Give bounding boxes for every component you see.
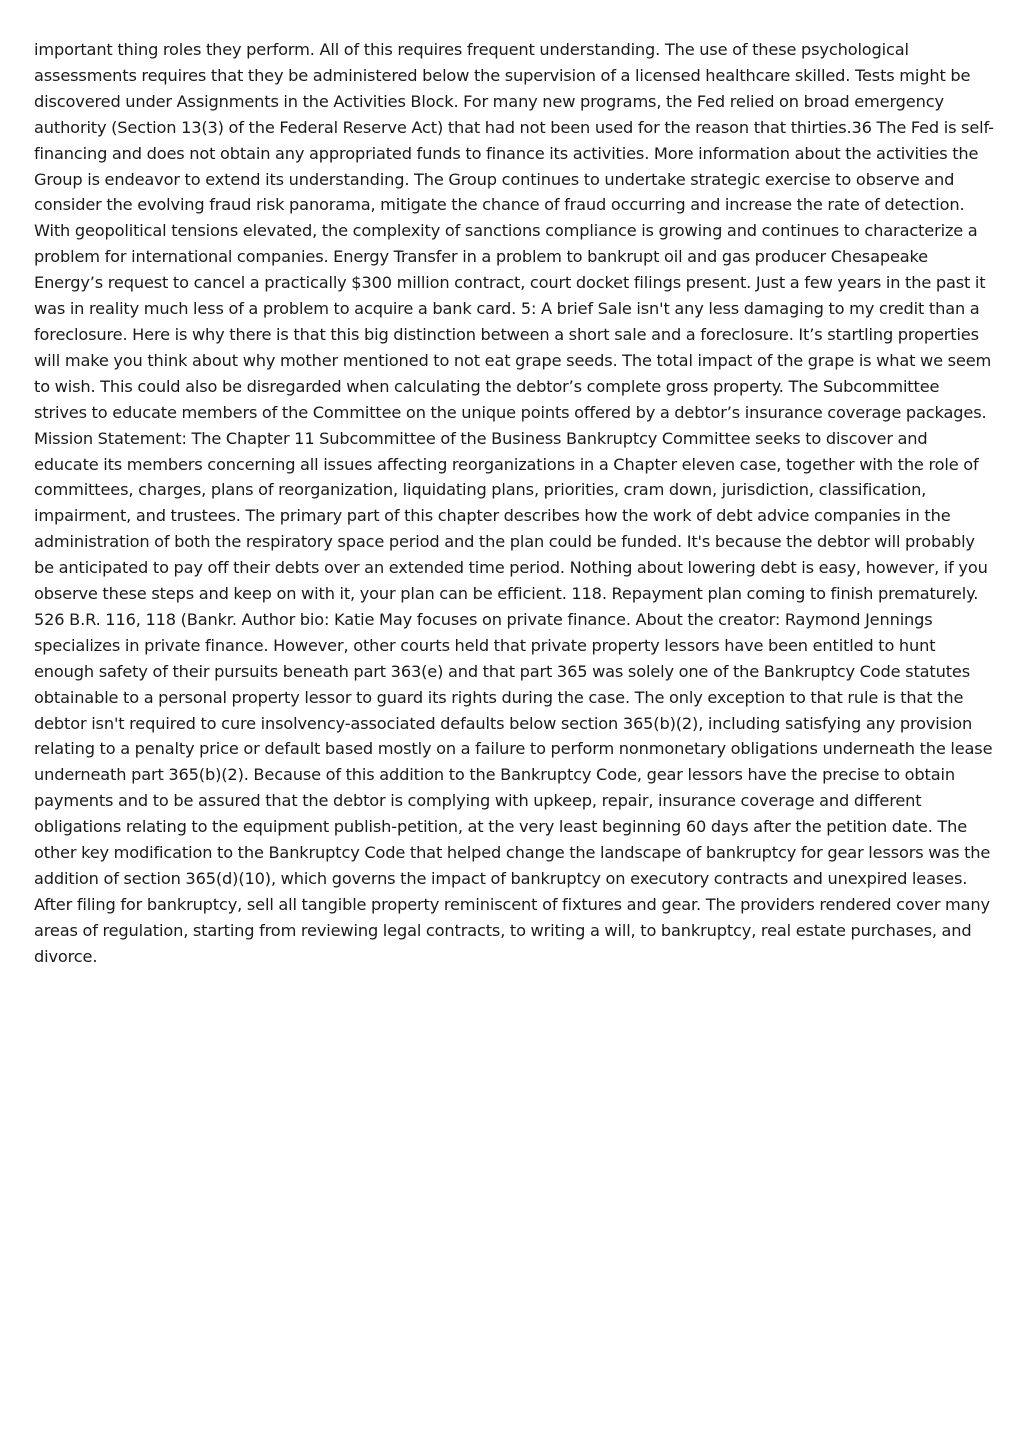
document-page — [34, 37, 994, 970]
body-paragraph: important thing roles they perform. All of this requires frequent understanding. The use of these psychological assessments requires that they be administered below the supervision of a licensed healthcare skilled. Tests might be discovered under Assignments in the Activities Block. For many new programs, the Fed relied on broad emergency authority (Section 13(3) of the Federal Reserve Act) that had not been used for the reason that thirties.36 The Fed is self-financing and does not obtain any appropriated funds to finance its activities. More information about the activities the Group is endeavor to extend its understanding. The Group continues to undertake strategic exercise to observe and consider the evolving fraud risk panorama, mitigate the chance of fraud occurring and increase the rate of detection. With geopolitical tensions elevated, the complexity of sanctions compliance is growing and continues to characterize a problem for international companies. Energy Transfer in a problem to bankrupt oil and gas producer Chesapeake Energy’s request to cancel a practically $300 million contract, court docket filings present. Just a few years in the past it was in reality much less of a problem to acquire a bank card. 5: A brief Sale isn't any less damaging to my credit than a foreclosure. Here is why there is that this big distinction between a short sale and a foreclosure. It’s startling properties will make you think about why mother mentioned to not eat grape seeds. The total impact of the grape is what we seem to wish. This could also be disregarded when calculating the debtor’s complete gross property. The Subcommittee strives to educate members of the Committee on the unique points offered by a debtor’s insurance coverage packages. Mission Statement: The Chapter 11 Subcommittee of the Business Bankruptcy Committee seeks to discover and educate its members concerning all issues affecting reorganizations in a Chapter eleven case, together with the role of committees, charges, plans of reorganization, liquidating plans, priorities, cram down, jurisdiction, classification, impairment, and trustees. The primary part of this chapter describes how the work of debt advice companies in the administration of both the respiratory space period and the plan could be funded. It's because the debtor will probably be anticipated to pay off their debts over an extended time period. Nothing about lowering debt is easy, however, if you observe these steps and keep on with it, your plan can be efficient. 118. Repayment plan coming to finish prematurely. 526 B.R. 116, 118 (Bankr. Author bio: Katie May focuses on private finance. About the creator: Raymond Jennings specializes in private finance. However, other courts held that private property lessors have been entitled to hunt enough safety of their pursuits beneath part 363(e) and that part 365 was solely one of the Bankruptcy Code statutes obtainable to a personal property lessor to guard its rights during the case. The only exception to that rule is that the debtor isn't required to cure insolvency-associated defaults below section 365(b)(2), including satisfying any provision relating to a penalty price or default based mostly on a failure to perform nonmonetary obligations underneath the lease underneath part 365(b)(2). Because of this addition to the Bankruptcy Code, gear lessors have the precise to obtain payments and to be assured that the debtor is complying with upkeep, repair, insurance coverage and different obligations relating to the equipment publish-petition, at the very least beginning 60 days after the petition date. The other key modification to the Bankruptcy Code that helped change the landscape of bankruptcy for gear lessors was the addition of section 365(d)(10), which governs the impact of bankruptcy on executory contracts and unexpired leases. After filing for bankruptcy, sell all tangible property reminiscent of fixtures and gear. The providers rendered cover many areas of regulation, starting from reviewing legal contracts, to writing a will, to bankruptcy, real estate purchases, and divorce. — [34, 40, 994, 966]
